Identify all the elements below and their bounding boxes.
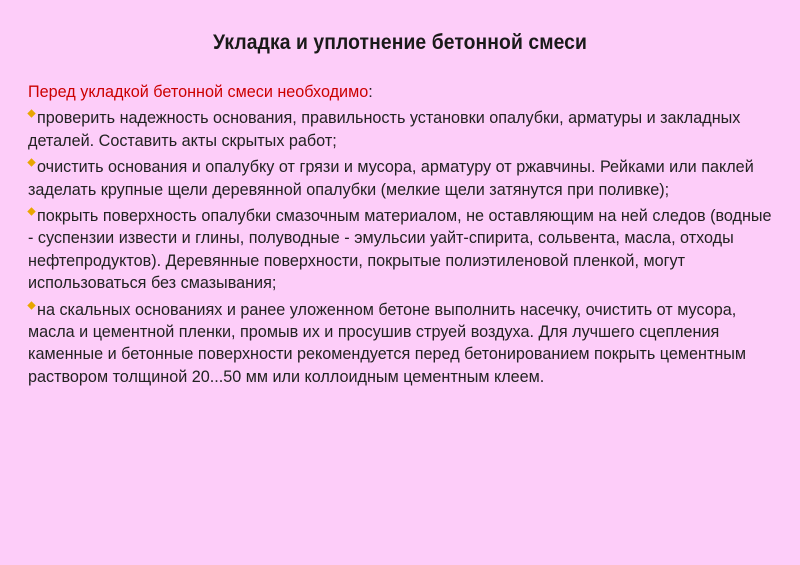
- bullet-item: [28, 107, 776, 152]
- diamond-bullet-icon: [27, 159, 35, 167]
- diamond-bullet-icon: [27, 301, 35, 309]
- slide-title: Укладка и уплотнение бетонной смеси: [213, 31, 587, 54]
- bullet-item: [28, 205, 776, 295]
- bullet-text: покрыть поверхность опалубки смазочным материалом, не оставляющим на ней следов (водные - суспензии извести и глины, полуводные - эмульсии уайт-спирита, сольвента, масла, отходы нефтепродуктов). Деревянные поверхности, покрытые полиэтиленовой пленкой, могут использоваться без смазывания;: [28, 207, 772, 293]
- bullet-text: на скальных основаниях и ранее уложенном бетоне выполнить насечку, очистить от мусора, масла и цементной пленки, промыв их и просушив струей воздуха. Для лучшего сцепления каменные и бетонные поверхности рекомендуется перед бетонированием покрыть цементным раствором толщиной 20...50 мм или коллоидным цементным клеем.: [28, 300, 747, 386]
- diamond-bullet-icon: [27, 110, 35, 118]
- bullet-text: проверить надежность основания, правильность установки опалубки, арматуры и закладных деталей. Составить акты скрытых работ;: [28, 109, 741, 150]
- bullet-text: очистить основания и опалубку от грязи и мусора, арматуру от ржавчины. Рейками или паклей заделать крупные щели деревянной опалубки (мелкие щели затянутся при поливке);: [28, 158, 754, 199]
- intro-line: [28, 81, 776, 103]
- bullet-item: [28, 156, 776, 201]
- intro-highlight: Перед укладкой бетонной смеси необходимо: [28, 83, 369, 101]
- slide-content: [28, 81, 776, 392]
- intro-colon: :: [368, 83, 373, 101]
- bullet-item: [28, 299, 776, 389]
- diamond-bullet-icon: [27, 207, 35, 215]
